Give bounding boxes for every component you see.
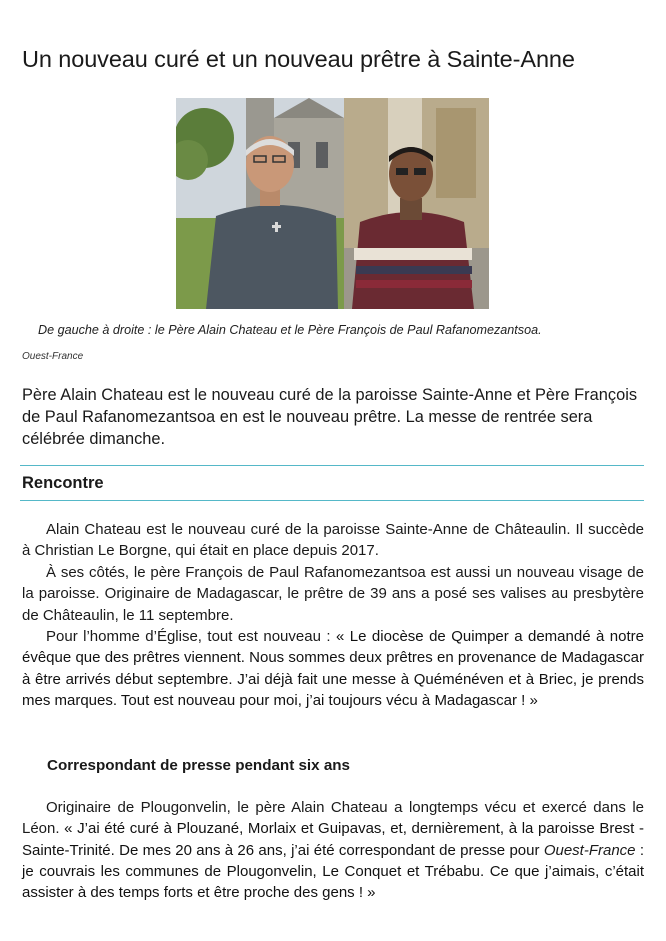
body-paragraph-4 bbox=[22, 797, 644, 903]
article-title: Un nouveau curé et un nouveau prêtre à Sainte-Anne bbox=[22, 46, 575, 72]
body-paragraph-2: À ses côtés, le père François de Paul Rafanomezantsoa est aussi un nouveau visage de la paroisse. Originaire de Madagascar, le prêtre de 39 ans a posé ses valises au presbytère de Châteaulin, le 11 septembre. bbox=[22, 564, 644, 624]
newspaper-name: Ouest-France bbox=[543, 841, 636, 859]
photo-credit: Ouest-France bbox=[22, 351, 84, 362]
paragraph-4-intro: Originaire de Plougonvelin, le père Alain Chateau a longtemps vécu et exercé dans le Léon. bbox=[22, 799, 644, 838]
section-title: Rencontre bbox=[22, 474, 104, 492]
paragraph-3-quote: « Le diocèse de Quimper a demandé à notre évêque que des prêtres viennent. Nous sommes deux prêtres en provenance de Madagascar à être arrivés début septembre. J’ai déjà fait une messe à Quéménéven et à Briec, je prends mes marques. Tout est nouveau pour moi, j’ai toujours vécu à Madagascar ! » bbox=[22, 628, 644, 709]
paragraph-4-quote-start: « J’ai été curé à Plouzané, Morlaix et Guipavas, et, dernièrement, à la paroisse Brest - Sainte-Trinité. De mes 20 ans à 26 ans, j’ai été correspondant de presse pour bbox=[22, 820, 644, 859]
article-photo bbox=[176, 98, 489, 309]
article-lead: Père Alain Chateau est le nouveau curé de la paroisse Sainte-Anne et Père François de Paul Rafanomezantsoa en est le nouveau prêtre. La messe de rentrée sera célébrée dimanche. bbox=[22, 386, 638, 448]
section-divider-bottom bbox=[20, 500, 644, 501]
paragraph-3-intro: Pour l’homme d’Église, tout est nouveau : bbox=[46, 628, 336, 645]
paragraph-4-quote-end: : je couvrais les communes de Plougonvelin, Le Conquet et Trébabu. Ce que j’aimais, c’était assister à des temps forts et être proche des gens ! » bbox=[22, 841, 644, 902]
body-paragraph-1: Alain Chateau est le nouveau curé de la paroisse Sainte-Anne de Châteaulin. Il succède à Christian Le Borgne, qui était en place depuis 2017. bbox=[22, 521, 644, 560]
subsection-heading: Correspondant de presse pendant six ans bbox=[47, 757, 350, 774]
photo-caption: De gauche à droite : le Père Alain Chateau et le Père François de Paul Rafanomezantsoa. bbox=[38, 323, 542, 337]
body-paragraph-3 bbox=[22, 626, 644, 711]
priests-photo-illustration bbox=[176, 98, 489, 309]
section-divider-top bbox=[20, 465, 644, 466]
